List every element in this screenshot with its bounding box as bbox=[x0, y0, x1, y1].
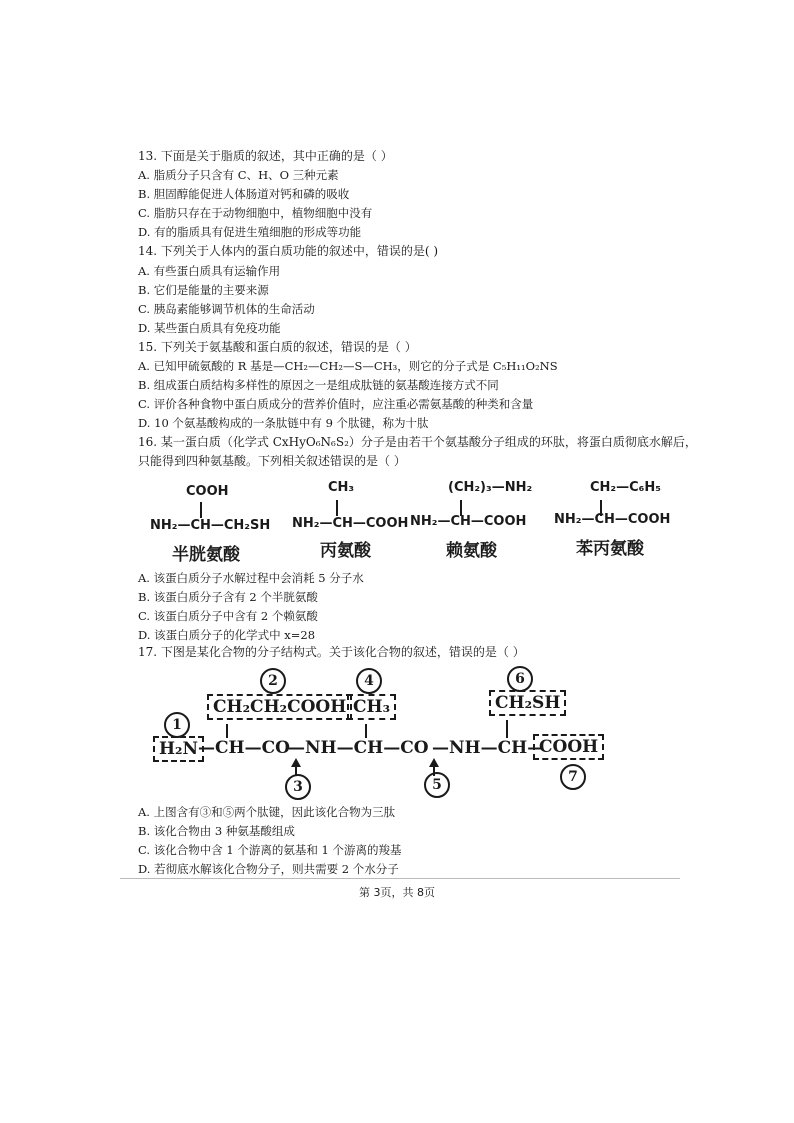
compound-structure-diagram bbox=[0, 666, 794, 796]
label-7: 7 bbox=[560, 764, 586, 790]
q13-option-c: C. 脂肪只存在于动物细胞中，植物细胞中没有 bbox=[138, 206, 373, 220]
q16-option-a: A. 该蛋白质分子水解过程中会消耗 5 分子水 bbox=[138, 571, 364, 585]
q14-option-d: D. 某些蛋白质具有免疫功能 bbox=[138, 321, 281, 335]
q13-option-b: B. 胆固醇能促进人体肠道对钙和磷的吸收 bbox=[138, 187, 350, 201]
cysteine-name: 半胱氨酸 bbox=[172, 545, 240, 565]
label-1: 1 bbox=[164, 712, 190, 738]
q17-option-a: A. 上图含有③和⑤两个肽键，因此该化合物为三肽 bbox=[138, 805, 396, 819]
chain-segment-3: —NH—CH— bbox=[432, 738, 545, 758]
lysine-name: 赖氨酸 bbox=[446, 541, 497, 561]
label-3: 3 bbox=[285, 774, 311, 800]
q13-stem: 13. 下面是关于脂质的叙述，其中正确的是（ ） bbox=[138, 149, 393, 163]
q16-option-b: B. 该蛋白质分子含有 2 个半胱氨酸 bbox=[138, 590, 318, 604]
q13-option-a: A. 脂质分子只含有 C、H、O 三种元素 bbox=[138, 168, 339, 182]
q16-option-d: D. 该蛋白质分子的化学式中 x=28 bbox=[138, 628, 316, 642]
q14-option-c: C. 胰岛素能够调节机体的生命活动 bbox=[138, 302, 315, 316]
bond-6 bbox=[506, 720, 508, 738]
alanine-main-chain: NH₂—CH—COOH bbox=[292, 516, 409, 531]
q16-option-c: C. 该蛋白质分子中含有 2 个赖氨酸 bbox=[138, 609, 318, 623]
q15-option-c: C. 评价各种食物中蛋白质成分的营养价值时，应注重必需氨基酸的种类和含量 bbox=[138, 397, 534, 411]
q15-option-d: D. 10 个氨基酸构成的一条肽链中有 9 个肽键，称为十肽 bbox=[138, 416, 429, 430]
label-4: 4 bbox=[356, 668, 382, 694]
amino-acid-structures bbox=[0, 478, 780, 565]
label-2: 2 bbox=[260, 668, 286, 694]
q15-stem: 15. 下列关于氨基酸和蛋白质的叙述，错误的是（ ） bbox=[138, 340, 417, 354]
phenylalanine-top-group: CH₂—C₆H₅ bbox=[590, 480, 661, 495]
q17-option-b: B. 该化合物由 3 种氨基酸组成 bbox=[138, 824, 295, 838]
q14-option-b: B. 它们是能量的主要来源 bbox=[138, 283, 269, 297]
r-group-2-box: CH₂CH₂COOH bbox=[207, 694, 352, 720]
alanine-name: 丙氨酸 bbox=[320, 541, 371, 561]
cysteine-top-group: COOH bbox=[186, 484, 229, 499]
page-footer: 第 3页，共 8页 bbox=[359, 886, 435, 899]
q16-stem-line1: 16. 某一蛋白质（化学式 CxHyO₆N₆S₂）分子是由若干个氨基酸分子组成的环肽，将蛋白质彻底水解后， bbox=[138, 435, 697, 449]
q13-option-d: D. 有的脂质具有促进生殖细胞的形成等功能 bbox=[138, 225, 362, 239]
cysteine-bond bbox=[200, 502, 202, 518]
q16-stem-line2: 只能得到四种氨基酸。下列相关叙述错误的是（ ） bbox=[138, 454, 406, 468]
q14-stem: 14. 下列关于人体内的蛋白质功能的叙述中，错误的是( ) bbox=[138, 244, 439, 258]
phenylalanine-main-chain: NH₂—CH—COOH bbox=[554, 512, 671, 527]
alanine-bond bbox=[336, 500, 338, 516]
bond-2 bbox=[226, 724, 228, 738]
q15-option-b: B. 组成蛋白质结构多样性的原因之一是组成肽链的氨基酸连接方式不同 bbox=[138, 378, 499, 392]
q17-option-c: C. 该化合物中含 1 个游离的氨基和 1 个游离的羧基 bbox=[138, 843, 402, 857]
label-5: 5 bbox=[424, 772, 450, 798]
q17-option-d: D. 若彻底水解该化合物分子，则共需要 2 个水分子 bbox=[138, 862, 399, 876]
chain-segment-1: —CH—CO bbox=[198, 738, 290, 758]
lysine-main-chain: NH₂—CH—COOH bbox=[410, 514, 527, 529]
footer-divider bbox=[120, 878, 680, 879]
cysteine-main-chain: NH₂—CH—CH₂SH bbox=[150, 518, 271, 533]
r-group-6-box: CH₂SH bbox=[489, 690, 566, 716]
r-group-4-box: CH₃ bbox=[347, 694, 396, 720]
label-6: 6 bbox=[507, 666, 533, 692]
alanine-top-group: CH₃ bbox=[328, 480, 355, 495]
q15-option-a: A. 已知甲硫氨酸的 R 基是—CH₂—CH₂—S—CH₃，则它的分子式是 C₅H₁₁O₂NS bbox=[138, 359, 558, 373]
q17-stem: 17. 下图是某化合物的分子结构式。关于该化合物的叙述，错误的是（ ） bbox=[138, 645, 525, 659]
phenylalanine-name: 苯丙氨酸 bbox=[576, 539, 644, 559]
amino-group-box: H₂N bbox=[153, 736, 204, 762]
chain-segment-2: —NH—CH—CO bbox=[288, 738, 429, 758]
bond-4 bbox=[365, 724, 367, 738]
lysine-top-group: (CH₂)₃—NH₂ bbox=[448, 480, 533, 495]
q14-option-a: A. 有些蛋白质具有运输作用 bbox=[138, 264, 281, 278]
carboxyl-group-box: COOH bbox=[533, 734, 604, 760]
